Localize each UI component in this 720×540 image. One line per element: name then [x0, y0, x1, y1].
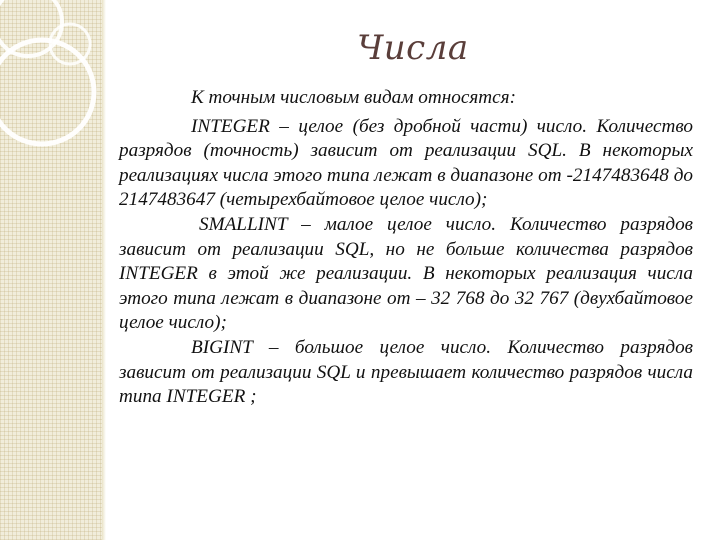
- slide-title: Числа: [357, 28, 469, 68]
- paragraph-bigint: BIGINT – большое целое число. Количество разрядов зависит от реализации SQL и превышает количество разрядов числа типа INTEGER ;: [119, 336, 693, 408]
- paragraph-integer: INTEGER – целое (без дробной части) число. Количество разрядов (точность) зависит от реализации SQL. В некоторых реализациях числа этого типа лежат в диапазоне от -2147483648 до 2147483647 (четырехбайтовое целое число);: [119, 115, 693, 211]
- slide-body: [119, 86, 693, 410]
- intro-text: К точным числовым видам относятся:: [191, 87, 516, 108]
- paragraph-smallint: SMALLINT – малое целое число. Количество разрядов зависит от реализации SQL, но не больше количества разрядов INTEGER в этой же реализации. В некоторых реализация числа этого типа лежат в диапазоне от – 32 768 до 32 767 (двухбайтовое целое число);: [119, 213, 693, 334]
